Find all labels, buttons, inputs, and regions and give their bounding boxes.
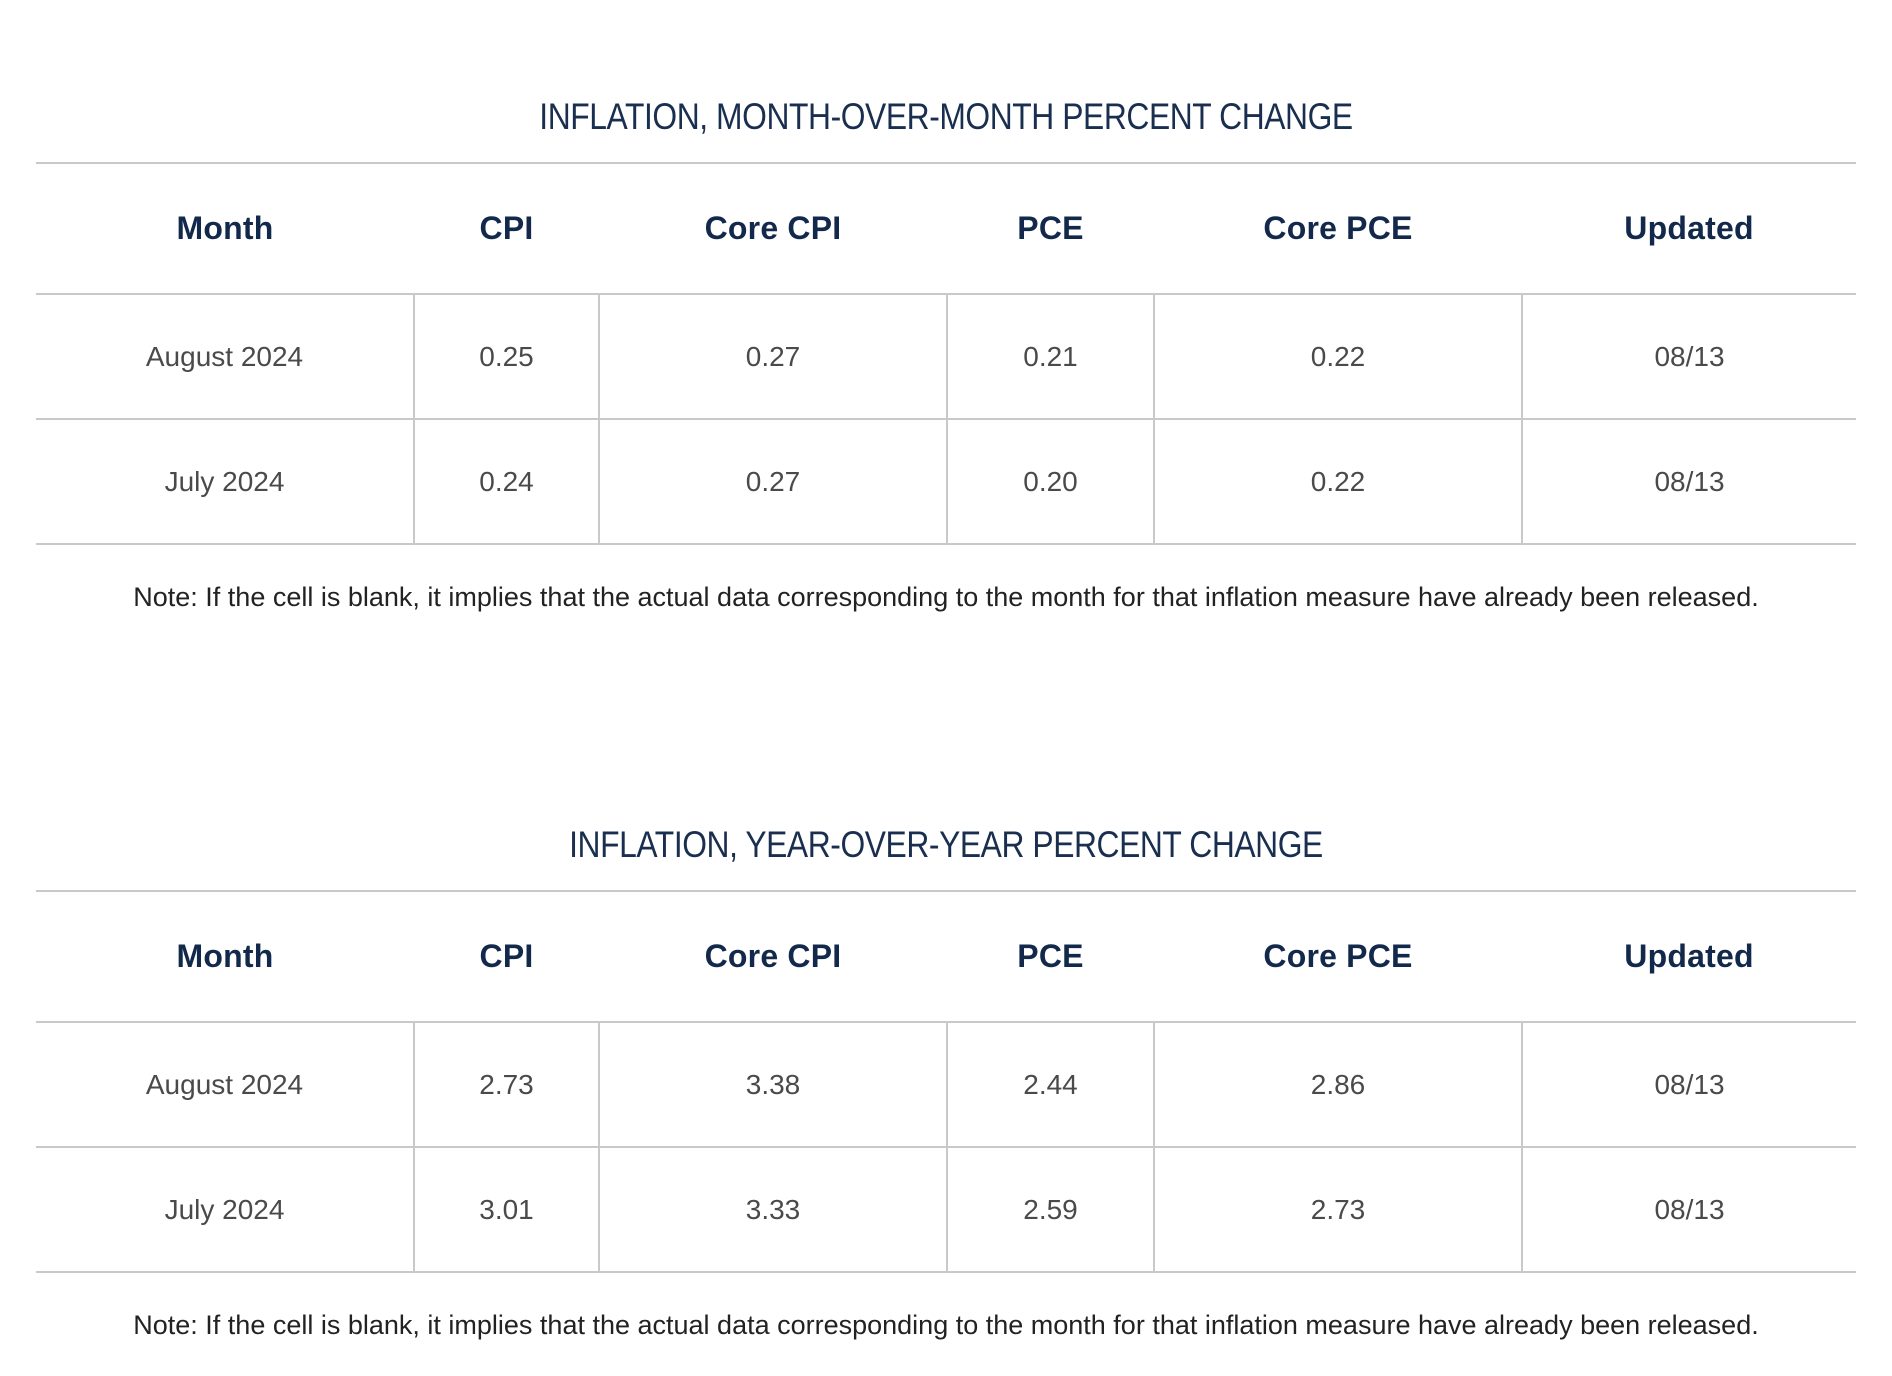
- cell-pce: 2.44: [947, 1022, 1154, 1147]
- cell-cpi: 0.24: [414, 419, 599, 544]
- yoy-table-title: INFLATION, YEAR-OVER-YEAR PERCENT CHANGE: [569, 824, 1323, 865]
- table-row: [36, 419, 1856, 544]
- cell-cpi: 2.73: [414, 1022, 599, 1147]
- column-header-updated: Updated: [1522, 891, 1856, 1022]
- cell-updated: 08/13: [1522, 1022, 1856, 1147]
- cell-core-pce: 0.22: [1154, 419, 1522, 544]
- column-header-month: Month: [36, 891, 414, 1022]
- cell-month: August 2024: [36, 1022, 414, 1147]
- cell-core-pce: 2.86: [1154, 1022, 1522, 1147]
- column-header-core-cpi: Core CPI: [599, 163, 947, 294]
- cell-updated: 08/13: [1522, 1147, 1856, 1272]
- column-header-month: Month: [36, 163, 414, 294]
- cell-core-pce: 0.22: [1154, 294, 1522, 419]
- cell-cpi: 3.01: [414, 1147, 599, 1272]
- table-row: [36, 294, 1856, 419]
- table-note: Note: If the cell is blank, it implies that the actual data corresponding to the month for that inflation measure have already been released.: [133, 582, 1759, 612]
- mom-inflation-section: [36, 80, 1856, 617]
- column-header-pce: PCE: [947, 891, 1154, 1022]
- table-note: Note: If the cell is blank, it implies that the actual data corresponding to the month for that inflation measure have already been released.: [133, 1310, 1759, 1340]
- cell-core-cpi: 3.33: [599, 1147, 947, 1272]
- cell-cpi: 0.25: [414, 294, 599, 419]
- table-header-row: [36, 891, 1856, 1022]
- mom-table-title: INFLATION, MONTH-OVER-MONTH PERCENT CHANGE: [539, 96, 1353, 137]
- cell-updated: 08/13: [1522, 419, 1856, 544]
- column-header-core-pce: Core PCE: [1154, 163, 1522, 294]
- table-row: [36, 1147, 1856, 1272]
- mom-inflation-table: [36, 162, 1856, 545]
- cell-pce: 0.20: [947, 419, 1154, 544]
- table-row: [36, 1022, 1856, 1147]
- cell-month: July 2024: [36, 419, 414, 544]
- cell-core-cpi: 0.27: [599, 294, 947, 419]
- column-header-pce: PCE: [947, 163, 1154, 294]
- cell-pce: 0.21: [947, 294, 1154, 419]
- cell-pce: 2.59: [947, 1147, 1154, 1272]
- cell-month: August 2024: [36, 294, 414, 419]
- cell-core-cpi: 0.27: [599, 419, 947, 544]
- yoy-inflation-section: [36, 808, 1856, 1345]
- column-header-cpi: CPI: [414, 163, 599, 294]
- cell-core-pce: 2.73: [1154, 1147, 1522, 1272]
- column-header-cpi: CPI: [414, 891, 599, 1022]
- cell-month: July 2024: [36, 1147, 414, 1272]
- yoy-inflation-table: [36, 890, 1856, 1273]
- table-header-row: [36, 163, 1856, 294]
- column-header-updated: Updated: [1522, 163, 1856, 294]
- column-header-core-pce: Core PCE: [1154, 891, 1522, 1022]
- column-header-core-cpi: Core CPI: [599, 891, 947, 1022]
- cell-updated: 08/13: [1522, 294, 1856, 419]
- cell-core-cpi: 3.38: [599, 1022, 947, 1147]
